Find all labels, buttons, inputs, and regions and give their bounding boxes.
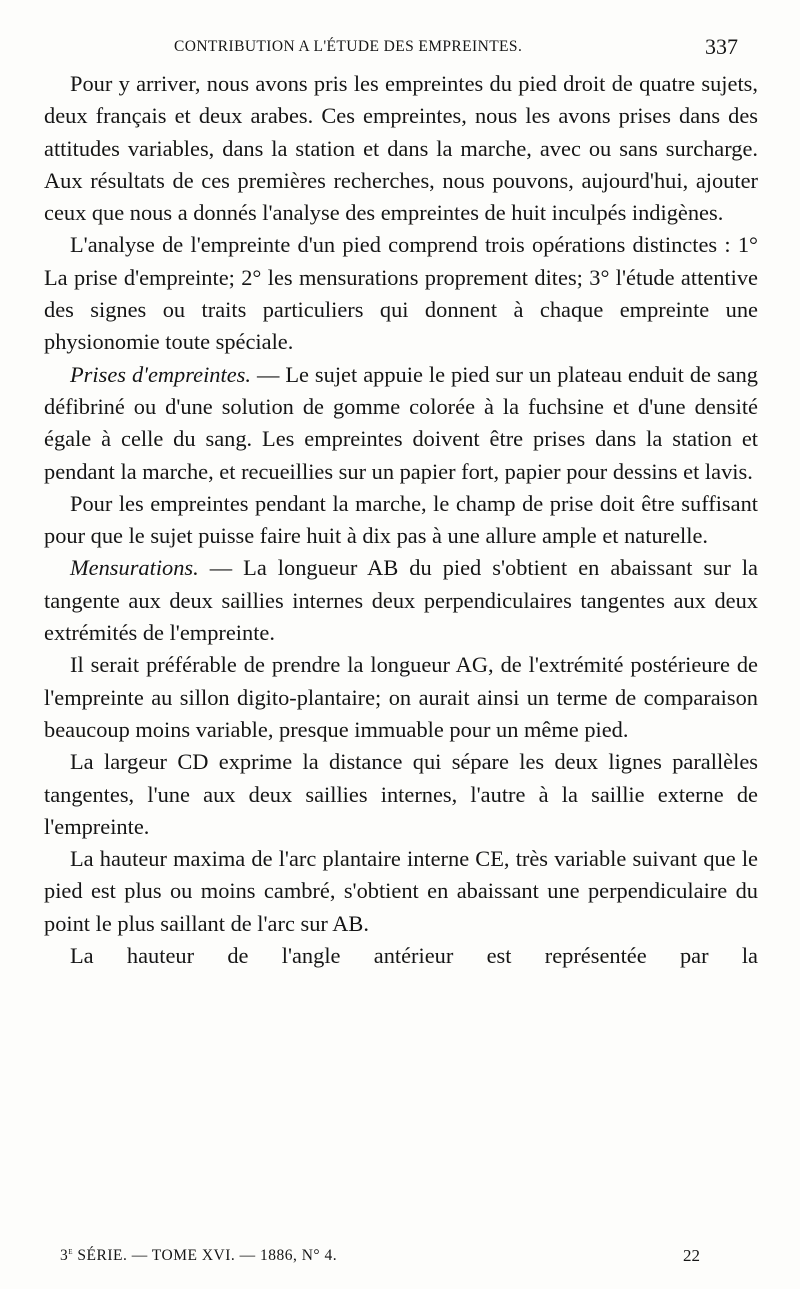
- paragraph-text: — La longueur AB du pied s'obtient en abaissant sur la tangente aux deux saillies internes deux perpendiculaires tangentes aux deux extrémités de l'empreinte.: [44, 555, 758, 646]
- page-header: [44, 34, 738, 58]
- paragraph: La largeur CD exprime la distance qui sépare les deux lignes parallèles tangentes, l'une aux deux saillies internes, l'autre à la saillie externe de l'empreinte.: [44, 749, 758, 839]
- series-info: [60, 1246, 337, 1265]
- series-number: 3: [60, 1247, 69, 1265]
- paragraph: La hauteur de l'angle antérieur est représentée par la: [70, 943, 758, 969]
- paragraph: [44, 359, 758, 488]
- page-footer: [60, 1246, 700, 1270]
- paragraph-text: — Le sujet appuie le pied sur un plateau enduit de sang défibriné ou d'une solution de gomme colorée à la fuchsine et d'une densité égale à celle du sang. Les empreintes doivent être prises dans la station et pendant la marche, et recueillies sur un papier fort, papier pour dessins et lavis.: [44, 361, 758, 484]
- section-heading: Mensurations.: [70, 555, 199, 581]
- paragraph: La hauteur maxima de l'arc plantaire interne CE, très variable suivant que le pied est plus ou moins cambré, s'obtient en abaissant une perpendiculaire du point le plus saillant de l'arc sur AB.: [44, 846, 758, 936]
- paragraph: Pour y arriver, nous avons pris les empreintes du pied droit de quatre sujets, deux français et deux arabes. Ces empreintes, nous les avons prises dans des attitudes variables, dans la station et dans la marche, avec ou sans surcharge. Aux résultats de ces premières recherches, nous pouvons, aujourd'hui, ajouter ceux que nous a donnés l'analyse des empreintes de huit inculpés indigènes.: [44, 71, 758, 226]
- running-title: CONTRIBUTION A L'ÉTUDE DES EMPREINTES.: [174, 38, 523, 55]
- paragraph: L'analyse de l'empreinte d'un pied comprend trois opérations distinctes : 1° La prise d'empreinte; 2° les mensurations proprement dites; 3° l'étude attentive des signes ou traits particuliers qui donnent à chaque empreinte une physionomie toute spéciale.: [44, 232, 758, 355]
- body-text: [44, 68, 758, 972]
- paragraph: Pour les empreintes pendant la marche, le champ de prise doit être suffisant pour que le sujet puisse faire huit à dix pas à une allure ample et naturelle.: [44, 490, 758, 549]
- series-volume: SÉRIE. — TOME XVI. — 1886, N° 4.: [73, 1247, 338, 1265]
- page-number: 337: [705, 34, 738, 59]
- paragraph: [44, 552, 758, 649]
- paragraph: Il serait préférable de prendre la longueur AG, de l'extrémité postérieure de l'empreinte au sillon digito-plantaire; on aurait ainsi un terme de comparaison beaucoup moins variable, presque immuable pour un même pied.: [44, 652, 758, 742]
- signature-mark: 22: [683, 1246, 700, 1265]
- series-superscript: e: [68, 1246, 74, 1257]
- section-heading: Prises d'empreintes.: [70, 361, 251, 387]
